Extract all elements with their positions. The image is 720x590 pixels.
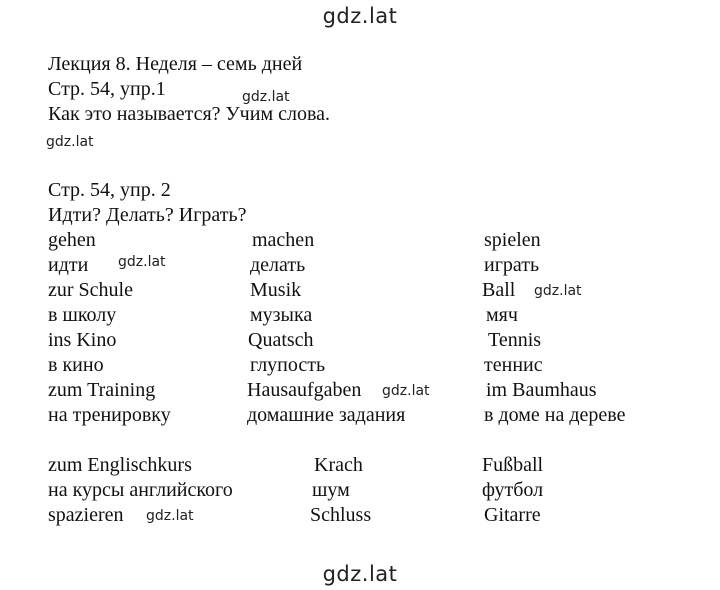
table2-cell: футбол — [482, 479, 544, 501]
table1-cell: gehen — [48, 229, 96, 251]
table2-cell: Krach — [314, 454, 363, 476]
table2-cell: шум — [312, 479, 350, 501]
watermark-inline: gdz.lat — [146, 508, 194, 524]
table2-cell: на курсы английского — [48, 479, 233, 501]
watermark-inline: gdz.lat — [242, 89, 290, 105]
exercise-1-ref: Стр. 54, упр.1 — [48, 78, 166, 100]
table1-cell: музыка — [250, 304, 313, 326]
table2-cell: Schluss — [310, 504, 372, 526]
watermark-inline: gdz.lat — [534, 283, 582, 299]
table1-cell: machen — [252, 229, 315, 251]
table1-cell: Ball — [482, 279, 516, 301]
table1-cell: делать — [250, 254, 306, 276]
watermark-footer: gdz.lat — [322, 562, 398, 586]
table1-cell: мяч — [486, 304, 518, 326]
table1-cell: в кино — [48, 354, 104, 376]
exercise-1-task: Как это называется? Учим слова. — [48, 103, 331, 125]
table1-cell: теннис — [484, 354, 543, 376]
table1-cell: глупость — [250, 354, 326, 376]
table2-cell: Gitarre — [484, 504, 541, 526]
table1-cell: im Baumhaus — [486, 379, 597, 401]
watermark-inline: gdz.lat — [46, 134, 94, 150]
table2-cell: zum Englischkurs — [48, 454, 192, 476]
table1-cell: ins Kino — [48, 329, 117, 351]
table1-cell: spielen — [484, 229, 541, 251]
table1-cell: на тренировку — [48, 404, 171, 426]
table1-cell: Musik — [250, 279, 302, 301]
table1-cell: играть — [484, 254, 540, 276]
table2-cell: spazieren — [48, 504, 124, 526]
table1-cell: Tennis — [488, 329, 542, 351]
watermark-header: gdz.lat — [322, 4, 398, 28]
table1-cell: в доме на дереве — [484, 404, 626, 426]
table1-cell: идти — [48, 254, 89, 276]
watermark-inline: gdz.lat — [382, 383, 430, 399]
table1-cell: Hausaufgaben — [247, 379, 362, 401]
table1-cell: Quatsch — [248, 329, 314, 351]
table1-cell: zum Training — [48, 379, 156, 401]
table1-cell: домашние задания — [247, 404, 406, 426]
exercise-2-task: Идти? Делать? Играть? — [48, 204, 247, 226]
table2-cell: Fußball — [482, 454, 544, 476]
lecture-title: Лекция 8. Неделя – семь дней — [48, 53, 303, 75]
watermark-inline: gdz.lat — [118, 254, 166, 270]
table1-cell: zur Schule — [48, 279, 133, 301]
table1-cell: в школу — [48, 304, 117, 326]
exercise-2-ref: Стр. 54, упр. 2 — [48, 179, 171, 201]
